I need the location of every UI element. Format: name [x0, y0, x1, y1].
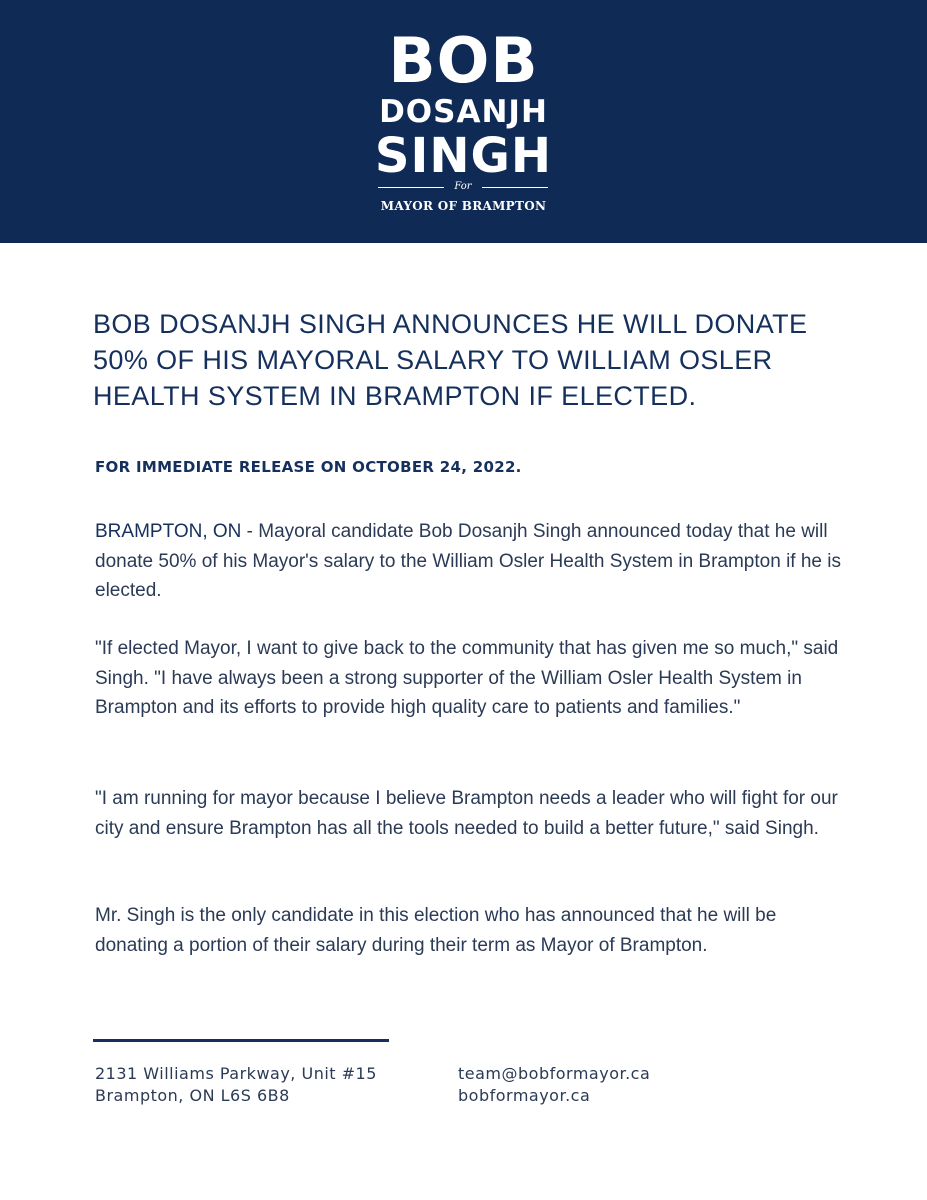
press-release-headline: BOB DOSANJH SINGH ANNOUNCES HE WILL DONATE 50% OF HIS MAYORAL SALARY TO WILLIAM OSLER HEALTH SYSTEM IN BRAMPTON IF ELECTED.: [93, 309, 808, 411]
logo-line-bob: BOB: [388, 24, 539, 97]
logo-for-row: [378, 180, 548, 194]
logo-office-text: MAYOR OF BRAMPTON: [380, 199, 547, 213]
body-paragraph-3: "I am running for mayor because I believe Brampton needs a leader who will fight for our city and ensure Brampton has all the tools needed to build a better future," said Singh.: [95, 788, 838, 839]
footer-address: [95, 1063, 377, 1107]
body-paragraph-4: Mr. Singh is the only candidate in this election who has announced that he will be donating a portion of their salary during their term as Mayor of Brampton.: [95, 905, 777, 956]
body-paragraph-2: "If elected Mayor, I want to give back to the community that has given me so much," said Singh. "I have always been a strong supporter of the William Osler Health System in Brampton and its efforts to provide high quality care to patients and families.": [95, 638, 839, 718]
address-line-2: Brampton, ON L6S 6B8: [95, 1086, 290, 1105]
header-banner: [0, 0, 927, 243]
paragraph-1-text: - Mayoral candidate Bob Dosanjh Singh announced today that he will donate 50% of his Mayor's salary to the William Osler Health System in Brampton if he is elected.: [95, 521, 841, 601]
release-date-line: FOR IMMEDIATE RELEASE ON OCTOBER 24, 2022.: [95, 458, 522, 476]
logo-divider-right: [482, 187, 548, 188]
body-paragraph-1: [95, 517, 845, 606]
dateline: BRAMPTON, ON: [95, 521, 242, 542]
campaign-logo: [0, 0, 927, 243]
logo-line-singh: SINGH: [374, 128, 553, 184]
logo-line-dosanjh: DOSANJH: [379, 94, 548, 130]
footer-contact: [458, 1063, 650, 1107]
contact-website[interactable]: bobformayor.ca: [458, 1086, 591, 1105]
contact-email[interactable]: team@bobformayor.ca: [458, 1064, 651, 1083]
logo-for-text: For: [454, 181, 472, 192]
address-line-1: 2131 Williams Parkway, Unit #15: [95, 1064, 377, 1083]
footer-divider: [93, 1039, 389, 1042]
